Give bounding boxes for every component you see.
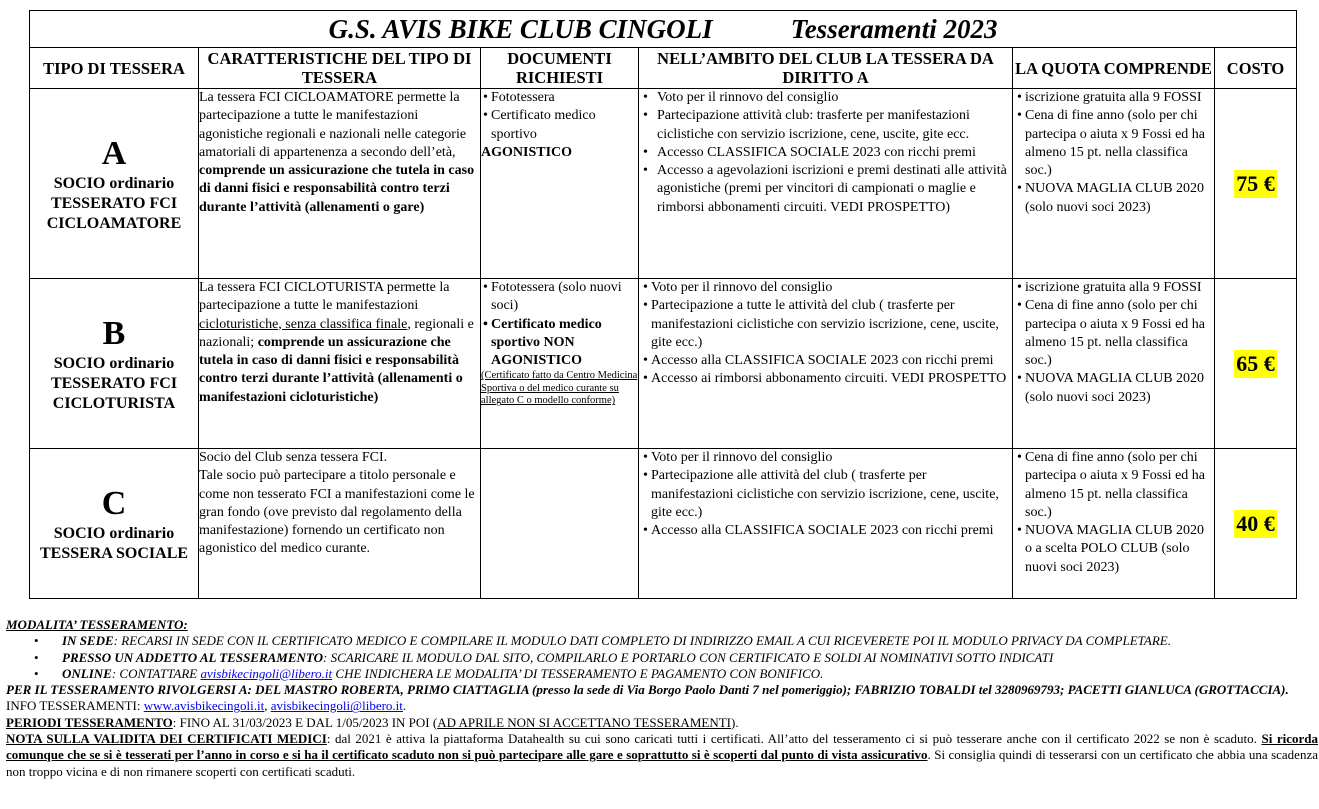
tipo-cell [30, 89, 199, 279]
periodi-line: PERIODI TESSERAMENTO: FINO AL 31/03/2023 E DAL 1/05/2023 IN POI (AD APRILE NON SI ACCETTANO TESSERAMENTI). [6, 714, 739, 730]
list-item: • Accesso a agevolazioni iscrizioni e premi destinati alle attività agonistiche (premi per vincitori di campionati o maglie e rimborsi abbonamenti circuiti. VEDI PROSPETTO) [639, 162, 1012, 217]
rivolgersi-text: PER IL TESSERAMENTO RIVOLGERSI A: DEL MASTRO ROBERTA, PRIMO CIATTAGLIA (presso la sede di Via Borgo Paolo Danti 7 nel pomeriggio); FABRIZIO TOBALDI tel 3280969793; PACETTI GIANLUCA (GROTTACCIA). [6, 682, 1289, 698]
price-badge: 40 € [1236, 510, 1275, 536]
modalita-label: IN SEDE [62, 633, 114, 649]
costo-cell [1215, 89, 1297, 279]
tipo-name: SOCIO ordinario TESSERATO FCI CICLOAMATORE [46, 174, 182, 232]
costo-cell [1215, 279, 1297, 449]
tipo-letter: A [101, 134, 127, 172]
list-item: • iscrizione gratuita alla 9 FOSSI [1013, 89, 1214, 107]
info-line: INFO TESSERAMENTI: www.avisbikecingoli.it, avisbikecingoli@libero.it. [6, 698, 407, 714]
documenti-cell [481, 449, 639, 599]
modalita-text: : SCARICARE IL MODULO DAL SITO, COMPILARLO E PORTARLO CON CERTIFICATO E SOLDI AI NOMINATIVI SOTTO INDICATI [323, 649, 1054, 665]
list-item: • Accesso alla CLASSIFICA SOCIALE 2023 con ricchi premi [639, 352, 1012, 370]
caratteristiche-cell [199, 449, 481, 599]
tipo-name: SOCIO ordinario TESSERATO FCI CICLOTURISTA [50, 354, 178, 412]
table-row [30, 89, 1297, 279]
ambito-cell [639, 279, 1013, 449]
desc-underline: cicloturistiche, senza classifica finale [199, 316, 408, 332]
costo-cell [1215, 449, 1297, 599]
list-item: • Voto per il rinnovo del consiglio [639, 449, 1012, 467]
ambito-cell [639, 449, 1013, 599]
validita-text: : dal 2021 è attiva la piattaforma Datahealth su cui sono caricati tutti i certificati. All’atto del tesseramento ci si può tesserare anche con il certificato 2022 se non è scaduto. [326, 731, 1257, 747]
desc-text: La tessera FCI CICLOAMATORE permette la partecipazione a tutte le manifestazioni agonistiche regionali e nazionali nelle categorie amatoriali di appartenenza a secondo dell’età, [199, 90, 467, 160]
periodi-underline: AD APRILE NON SI ACCETTANO TESSERAMENTI [437, 714, 731, 730]
list-item: • iscrizione gratuita alla 9 FOSSI [1013, 279, 1214, 297]
validita-bold: Si ricorda comunque che se si è tesserati per l’anno in corso e si ha il certificato scaduto non si può partecipare alle gare e soprattutto si è scoperti dal punto di vista assicurativo [6, 731, 1319, 763]
modalita-text: CHE INDICHERA LE MODALITA’ DI TESSERAMENTO E PAGAMENTO CON BONIFICO. [332, 665, 824, 681]
validita-label: NOTA SULLA VALIDITA DEI CERTIFICATI MEDICI [6, 731, 327, 747]
price-badge: 65 € [1236, 350, 1275, 376]
modalita-text: : RECARSI IN SEDE CON IL CERTIFICATO MEDICO E COMPILARE IL MODULO DATI COMPLETO DI INDIRIZZO EMAIL A CUI RICEVERETE POI IL MODULO PRIVACY DA COMPLETARE. [113, 633, 1171, 649]
season-title: Tesseramenti 2023 [790, 14, 998, 44]
doc-note: (Certificato fatto da Centro Medicina Sportiva o del medico curante su allegato C o modello conforme) [481, 370, 638, 407]
list-item: • Voto per il rinnovo del consiglio [639, 89, 1012, 107]
list-item: • Cena di fine anno (solo per chi partecipa o aiuta x 9 Fossi ed ha almeno 15 pt. nella classifica soc.) [1013, 297, 1214, 370]
list-item: • NUOVA MAGLIA CLUB 2020 (solo nuovi soci 2023) [1013, 370, 1214, 407]
email-link[interactable]: avisbikecingoli@libero.it [270, 698, 403, 714]
desc-text: Tale socio può partecipare a titolo personale e come non tesserato FCI a manifestazioni come le gran fondo (ove previsto dal regolamento della manifestazione) fornendo un certificato non agonistico del medico curante. [199, 468, 475, 557]
validita-text: . Si consiglia quindi di tesserarsi con un certificato che abbia una scadenza non troppo vicina e di non rimanere scoperti con certificati scaduti. [6, 747, 1318, 779]
list-item: • Voto per il rinnovo del consiglio [639, 279, 1012, 297]
tipo-letter: B [102, 314, 126, 352]
club-name: G.S. AVIS BIKE CLUB CINGOLI [328, 14, 713, 44]
documenti-cell [481, 279, 639, 449]
validita-paragraph [6, 731, 1318, 780]
list-item: • Certificato medico sportivo NON AGONISTICO [481, 316, 638, 371]
header-documenti: DOCUMENTI RICHIESTI [481, 48, 639, 89]
header-quota: LA QUOTA COMPRENDE [1013, 48, 1215, 89]
list-item: • NUOVA MAGLIA CLUB 2020 (solo nuovi soci 2023) [1013, 180, 1214, 217]
price-badge: 75 € [1236, 170, 1275, 196]
doc-bold: AGONISTICO [481, 144, 573, 160]
caratteristiche-cell [199, 279, 481, 449]
tipo-name: SOCIO ordinario TESSERA SOCIALE [39, 524, 189, 562]
list-item: • Partecipazione alle attività del club ( trasferte per manifestazioni ciclistiche con servizio iscrizione, cene, uscite, gite ecc.) [639, 467, 1012, 522]
list-item [6, 633, 1318, 649]
modalita-text: : CONTATTARE [111, 665, 201, 681]
header-row [30, 48, 1297, 89]
list-item: • NUOVA MAGLIA CLUB 2020 o a scelta POLO CLUB (solo nuovi soci 2023) [1013, 522, 1214, 577]
page-title [30, 11, 1297, 48]
desc-bold: comprende un assicurazione che tutela in caso di danni fisici e responsabilità contro terzi durante l’attività (allenamenti o gare) [199, 163, 475, 215]
periodi-text: : FINO AL 31/03/2023 E DAL 1/05/2023 IN POI ( [172, 714, 438, 730]
membership-table [29, 10, 1297, 599]
membership-sheet [29, 10, 1296, 599]
info-label: INFO TESSERAMENTI: [6, 698, 144, 714]
header-caratteristiche: CARATTERISTICHE DEL TIPO DI TESSERA [199, 48, 481, 89]
tipo-cell [30, 279, 199, 449]
desc-text: , regionali e nazionali; [199, 316, 474, 350]
desc-text: La tessera FCI CICLOTURISTA permette la partecipazione a tutte le manifestazioni [199, 280, 450, 314]
email-link[interactable]: avisbikecingoli@libero.it [200, 665, 333, 681]
modalita-title: MODALITA’ TESSERAMENTO: [6, 617, 188, 632]
quota-cell [1013, 89, 1215, 279]
list-item: • Partecipazione attività club: trasferte per manifestazioni ciclistiche con servizio iscrizione, cene, uscite, gite ecc. [639, 107, 1012, 144]
modalita-label: ONLINE [62, 665, 112, 681]
list-item: • Fototessera (solo nuovi soci) [481, 279, 638, 316]
quota-cell [1013, 279, 1215, 449]
table-row [30, 449, 1297, 599]
list-item [6, 666, 1318, 682]
list-item: • Cena di fine anno (solo per chi partecipa o aiuta x 9 Fossi ed ha almeno 15 pt. nella classifica soc.) [1013, 449, 1214, 522]
list-item: • Cena di fine anno (solo per chi partecipa o aiuta x 9 Fossi ed ha almeno 15 pt. nella classifica soc.) [1013, 107, 1214, 180]
desc-bold: comprende un assicurazione che tutela in caso di danni fisici e responsabilità contro terzi durante l’attività (allenamenti o manifestazioni cicloturistiche) [199, 334, 463, 405]
desc-text: Socio del Club senza tessera FCI. [199, 450, 388, 465]
quota-cell [1013, 449, 1215, 599]
modalita-label: PRESSO UN ADDETTO AL TESSERAMENTO [62, 649, 324, 665]
periodi-label: PERIODI TESSERAMENTO [6, 714, 173, 730]
documenti-cell [481, 89, 639, 279]
ambito-cell [639, 89, 1013, 279]
header-ambito: NELL’AMBITO DEL CLUB LA TESSERA DA DIRITTO A [639, 48, 1013, 89]
list-item: • Accesso ai rimborsi abbonamento circuiti. VEDI PROSPETTO [639, 370, 1012, 388]
list-item: • Partecipazione a tutte le attività del club ( trasferte per manifestazioni ciclistiche con servizio iscrizione, cene, uscite, gite ecc.) [639, 297, 1012, 352]
caratteristiche-cell [199, 89, 481, 279]
list-item [6, 650, 1318, 666]
header-tipo: TIPO DI TESSERA [30, 48, 199, 89]
website-link[interactable]: www.avisbikecingoli.it [143, 698, 265, 714]
list-item: • Accesso alla CLASSIFICA SOCIALE 2023 con ricchi premi [639, 522, 1012, 540]
table-row [30, 279, 1297, 449]
header-costo: COSTO [1215, 48, 1297, 89]
tipo-cell [30, 449, 199, 599]
list-item: • Fototessera [481, 89, 638, 107]
modalita-list [6, 633, 1318, 682]
tipo-letter: C [101, 484, 127, 522]
list-item: • Certificato medico sportivo [481, 107, 638, 144]
list-item: • Accesso CLASSIFICA SOCIALE 2023 con ricchi premi [639, 144, 1012, 162]
notes-section [6, 617, 1318, 780]
